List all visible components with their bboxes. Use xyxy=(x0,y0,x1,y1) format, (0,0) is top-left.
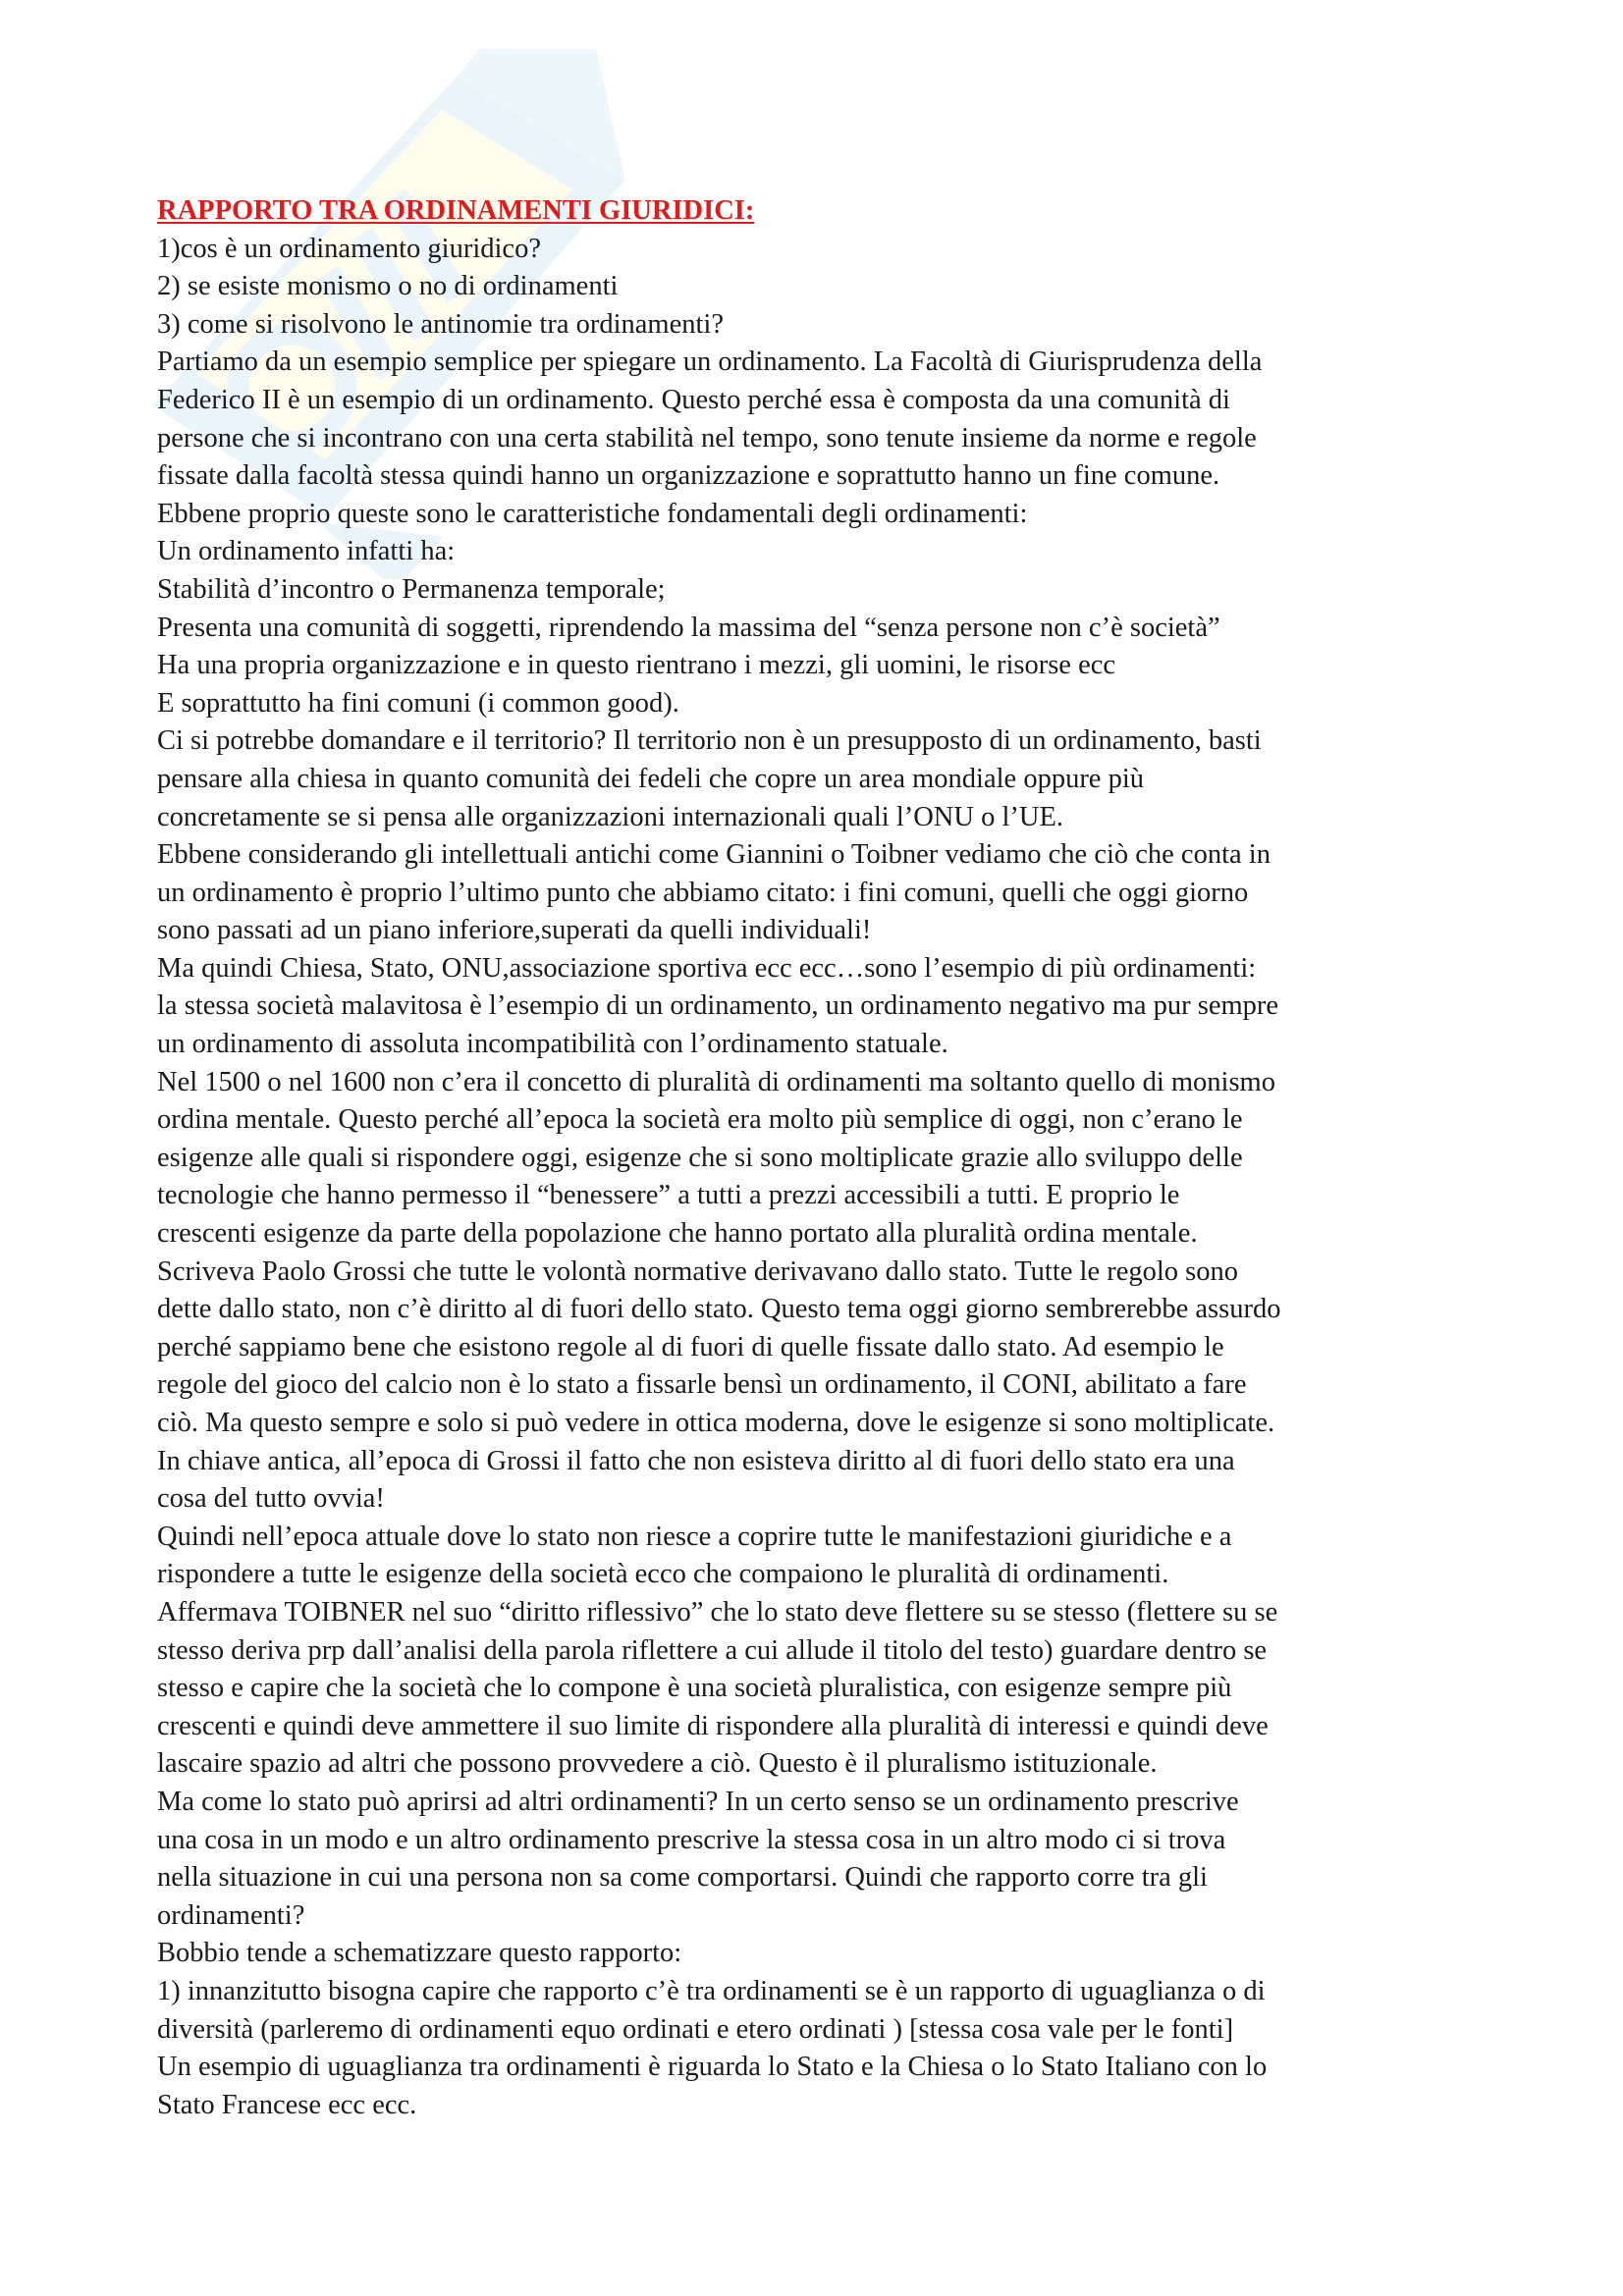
text-line: lascaire spazio ad altri che possono provvedere a ciò. Questo è il pluralismo istituzionale. xyxy=(157,1748,1158,1780)
text-line: crescenti e quindi deve ammettere il suo limite di rispondere alla pluralità di interessi e quindi deve xyxy=(157,1710,1269,1741)
document-body xyxy=(157,192,1492,2124)
text-line: Stabilità d’incontro o Permanenza temporale; xyxy=(157,573,666,605)
text-line: E soprattutto ha fini comuni (i common good). xyxy=(157,687,679,719)
text-line: Ha una propria organizzazione e in questo rientrano i mezzi, gli uomini, le risorse ecc xyxy=(157,650,1116,681)
text-line: la stessa società malavitosa è l’esempio di un ordinamento, un ordinamento negativo ma pur sempre xyxy=(157,990,1279,1022)
text-line: tecnologie che hanno permesso il “benessere” a tutti a prezzi accessibili a tutti. E proprio le xyxy=(157,1180,1180,1211)
text-line: Ebbene proprio queste sono le caratteristiche fondamentali degli ordinamenti: xyxy=(157,498,1028,529)
text-line: Ci si potrebbe domandare e il territorio? Il territorio non è un presupposto di un ordinamento, basti xyxy=(157,725,1262,757)
text-line: cosa del tutto ovvia! xyxy=(157,1483,385,1515)
text-line: ordinamenti? xyxy=(157,1899,305,1931)
text-line: 3) come si risolvono le antinomie tra ordinamenti? xyxy=(157,308,724,340)
text-line: crescenti esigenze da parte della popolazione che hanno portato alla pluralità ordina mentale. xyxy=(157,1218,1198,1250)
text-line: regole del gioco del calcio non è lo stato a fissarle bensì un ordinamento, il CONI, abilitato a fare xyxy=(157,1369,1247,1401)
text-line: perché sappiamo bene che esistono regole al di fuori di quelle fissate dallo stato. Ad esempio le xyxy=(157,1331,1224,1362)
text-line: ciò. Ma questo sempre e solo si può vedere in ottica moderna, dove le esigenze si sono moltiplicate. xyxy=(157,1408,1275,1438)
text-line: Ma come lo stato può aprirsi ad altri ordinamenti? In un certo senso se un ordinamento prescrive xyxy=(157,1786,1239,1817)
text-line: 1)cos è un ordinamento giuridico? xyxy=(157,233,541,264)
text-line: rispondere a tutte le esigenze della società ecco che compaiono le pluralità di ordinamenti. xyxy=(157,1559,1169,1590)
document-title: RAPPORTO TRA ORDINAMENTI GIURIDICI: xyxy=(157,195,755,226)
text-line: fissate dalla facoltà stessa quindi hanno un organizzazione e soprattutto hanno un fine comune. xyxy=(157,460,1220,492)
text-line: Nel 1500 o nel 1600 non c’era il concetto di pluralità di ordinamenti ma soltanto quello di monismo xyxy=(157,1066,1275,1097)
text-line: Quindi nell’epoca attuale dove lo stato non riesce a coprire tutte le manifestazioni giuridiche e a xyxy=(157,1521,1232,1552)
text-line: Affermava TOIBNER nel suo “diritto riflessivo” che lo stato deve flettere su se stesso (flettere su se xyxy=(157,1596,1278,1628)
text-line: nella situazione in cui una persona non sa come comportarsi. Quindi che rapporto corre tra gli xyxy=(157,1862,1208,1894)
text-line: persone che si incontrano con una certa stabilità nel tempo, sono tenute insieme da norme e regole xyxy=(157,422,1257,454)
text-line: dette dallo stato, non c’è diritto al di fuori dello stato. Questo tema oggi giorno sembrerebbe assurdo xyxy=(157,1294,1281,1325)
text-line: Ebbene considerando gli intellettuali antichi come Giannini o Toibner vediamo che ciò che conta in xyxy=(157,839,1271,871)
text-line: un ordinamento di assoluta incompatibilità con l’ordinamento statuale. xyxy=(157,1029,948,1060)
text-line: 2) se esiste monismo o no di ordinamenti xyxy=(157,271,619,302)
text-line: stesso deriva prp dall’analisi della parola riflettere a cui allude il titolo del testo) guardare dentro se xyxy=(157,1634,1268,1666)
text-line: 1) innanzitutto bisogna capire che rapporto c’è tra ordinamenti se è un rapporto di uguaglianza o di xyxy=(157,1975,1266,2006)
text-line: Un esempio di uguaglianza tra ordinamenti è riguarda lo Stato e la Chiesa o lo Stato Italiano con lo xyxy=(157,2052,1268,2083)
text-line: pensare alla chiesa in quanto comunità dei fedeli che copre un area mondiale oppure più xyxy=(157,763,1145,794)
text-line: Federico II è un esempio di un ordinamento. Questo perché essa è composta da una comunità di xyxy=(157,384,1230,415)
text-line: In chiave antica, all’epoca di Grossi il fatto che non esisteva diritto al di fuori dello stato era una xyxy=(157,1445,1235,1476)
text-line: Presenta una comunità di soggetti, riprendendo la massima del “senza persone non c’è società” xyxy=(157,612,1220,643)
text-line: Stato Francese ecc ecc. xyxy=(157,2089,417,2120)
text-line: Partiamo da un esempio semplice per spiegare un ordinamento. La Facoltà di Giurisprudenza della xyxy=(157,347,1263,378)
text-line: una cosa in un modo e un altro ordinamento prescrive la stessa cosa in un altro modo ci si trova xyxy=(157,1824,1226,1855)
text-line: ordina mentale. Questo perché all’epoca la società era molto più semplice di oggi, non c’erano le xyxy=(157,1104,1243,1136)
text-line: esigenze alle quali si rispondere oggi, esigenze che si sono moltiplicate grazie allo sviluppo delle xyxy=(157,1142,1243,1173)
text-line: Bobbio tende a schematizzare questo rapporto: xyxy=(157,1938,682,1969)
text-line: Scriveva Paolo Grossi che tutte le volontà normative derivavano dallo stato. Tutte le regolo sono xyxy=(157,1255,1238,1287)
text-line: stesso e capire che la società che lo compone è una società pluralistica, con esigenze sempre più xyxy=(157,1673,1232,1704)
text-line: Un ordinamento infatti ha: xyxy=(157,536,456,567)
text-line: un ordinamento è proprio l’ultimo punto che abbiamo citato: i fini comuni, quelli che oggi giorno xyxy=(157,877,1249,908)
text-line: Ma quindi Chiesa, Stato, ONU,associazione sportiva ecc ecc…sono l’esempio di più ordinamenti: xyxy=(157,952,1257,984)
text-line: sono passati ad un piano inferiore,superati da quelli individuali! xyxy=(157,915,872,946)
text-line: concretamente se si pensa alle organizzazioni internazionali quali l’ONU o l’UE. xyxy=(157,801,1063,832)
text-line: diversità (parleremo di ordinamenti equo ordinati e etero ordinati ) [stessa cosa vale per le fonti] xyxy=(157,2013,1234,2045)
